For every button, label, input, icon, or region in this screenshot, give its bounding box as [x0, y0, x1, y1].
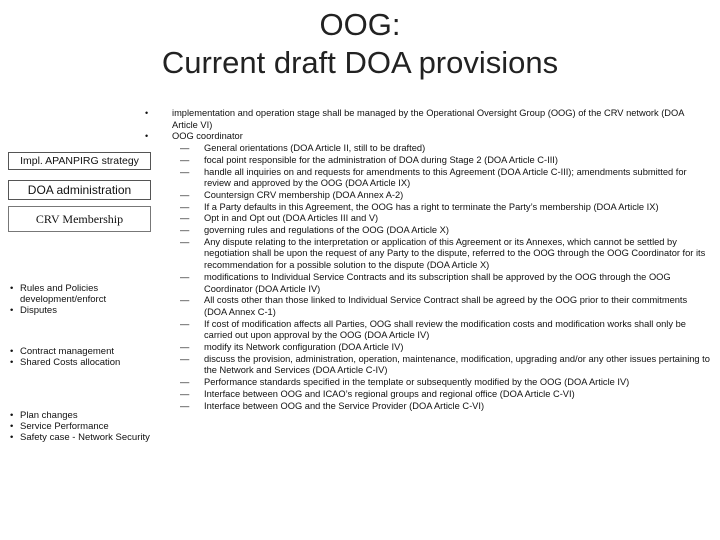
sub-item — [170, 377, 710, 389]
left-item-safety-case: • Safety case - Network Security — [8, 432, 156, 443]
sub-item — [170, 342, 710, 354]
sub-item-text: General orientations (DOA Article II, still to be drafted) — [204, 143, 426, 154]
dash-icon: — — [180, 400, 190, 411]
sub-item-text: modify its Network configuration (DOA Article IV) — [204, 342, 404, 353]
sub-item-text: Performance standards specified in the template or subsequently modified by the OOG (DOA Article IV) — [204, 377, 630, 388]
box-impl-strategy: Impl. APANPIRG strategy — [8, 152, 151, 170]
sub-item-text: modifications to Individual Service Contracts and its subscription shall be approved by the OOG through the OOG Coordinator (DOA Article IV) — [204, 271, 671, 294]
bullet-icon: • — [145, 131, 149, 142]
box-doa-administration: DOA administration — [8, 180, 151, 200]
dash-icon: — — [180, 271, 190, 282]
dash-icon: — — [180, 154, 190, 165]
sub-item — [170, 319, 710, 342]
dash-icon: — — [180, 166, 190, 177]
sub-item-text: If a Party defaults in this Agreement, the OOG has a right to terminate the Party’s membership (DOA Article IX) — [204, 201, 659, 212]
dash-icon: — — [180, 377, 190, 388]
sub-item — [170, 213, 710, 225]
sub-item-text: handle all inquiries on and requests for amendments to this Agreement (DOA Article C-III); amendments submitted for review and approved by the OOG (DOA Article IX) — [204, 166, 687, 189]
sub-item — [170, 225, 710, 237]
dash-icon: — — [180, 189, 190, 200]
main-item-2: • OOG coordinator — [145, 131, 243, 142]
dash-icon: — — [180, 201, 190, 212]
sub-item-text: discuss the provision, administration, operation, maintenance, modification, upgrading and/or any other issues pertaining to the Network and Services (DOA Article C-IV) — [204, 353, 710, 376]
left-group-1 — [8, 283, 156, 316]
dash-icon: — — [180, 143, 190, 154]
sub-item — [170, 272, 710, 295]
sub-item — [170, 295, 710, 318]
sub-item — [170, 401, 710, 413]
sub-item-text: governing rules and regulations of the OOG (DOA Article X) — [204, 225, 449, 236]
sub-list — [170, 143, 710, 412]
box-crv-membership: CRV Membership — [8, 206, 151, 232]
title-line-1: OOG: — [319, 7, 401, 42]
left-item-rules: • Rules and Policies development/enforct — [8, 283, 156, 305]
sub-item-text: focal point responsible for the administration of DOA during Stage 2 (DOA Article C-III) — [204, 154, 558, 165]
sub-item — [170, 202, 710, 214]
left-item-plan-changes: • Plan changes — [8, 410, 156, 421]
sub-item — [170, 143, 710, 155]
dash-icon: — — [180, 236, 190, 247]
sub-item — [170, 190, 710, 202]
main-content — [145, 108, 710, 412]
left-group-3 — [8, 410, 156, 443]
main-item-1: • implementation and operation stage shall be managed by the Operational Oversight Group (OOG) of the CRV network (DOA Article VI) — [145, 108, 684, 130]
bullet-icon: • — [145, 108, 149, 118]
sub-item — [170, 167, 710, 190]
sub-item — [170, 354, 710, 377]
dash-icon: — — [180, 213, 190, 224]
sub-item — [170, 237, 710, 272]
left-item-contract: • Contract management — [8, 346, 156, 357]
title-line-2: Current draft DOA provisions — [161, 45, 559, 80]
left-item-disputes: • Disputes — [8, 305, 156, 316]
dash-icon: — — [180, 388, 190, 399]
left-group-2 — [8, 346, 156, 368]
sub-item-text: All costs other than those linked to Individual Service Contract shall be agreed by the OOG prior to their commitments (DOA Annex C-1) — [204, 295, 688, 317]
left-item-shared-costs: • Shared Costs allocation — [8, 357, 156, 368]
sub-item-text: Opt in and Opt out (DOA Articles III and V) — [204, 213, 379, 224]
dash-icon: — — [180, 318, 190, 329]
dash-icon: — — [180, 225, 190, 236]
sub-item-text: Interface between OOG and ICAO’s regional groups and regional office (DOA Article C-VI) — [204, 388, 575, 399]
sub-item-text: Interface between OOG and the Service Provider (DOA Article C-VI) — [204, 400, 485, 411]
sub-item — [170, 389, 710, 401]
dash-icon: — — [180, 295, 190, 306]
dash-icon: — — [180, 353, 190, 364]
sub-item — [170, 155, 710, 167]
dash-icon: — — [180, 342, 190, 353]
sub-item-text: Any dispute relating to the interpretation or application of this Agreement or its Annexes, which cannot be settled by negotiation shall be upon the request of any Party to the dispute, referred to the OOG through the OOG Coordinator for its recommendation for a possible solution to the dispute (DOA Article X) — [204, 236, 706, 271]
left-item-service-performance: • Service Performance — [8, 421, 156, 432]
left-panel — [0, 0, 160, 540]
sub-item-text: Countersign CRV membership (DOA Annex A-2) — [204, 189, 404, 200]
sub-item-text: If cost of modification affects all Parties, OOG shall review the modification costs and modification works shall only be carried out upon approval by the OOG (DOA Article IV) — [204, 318, 686, 341]
